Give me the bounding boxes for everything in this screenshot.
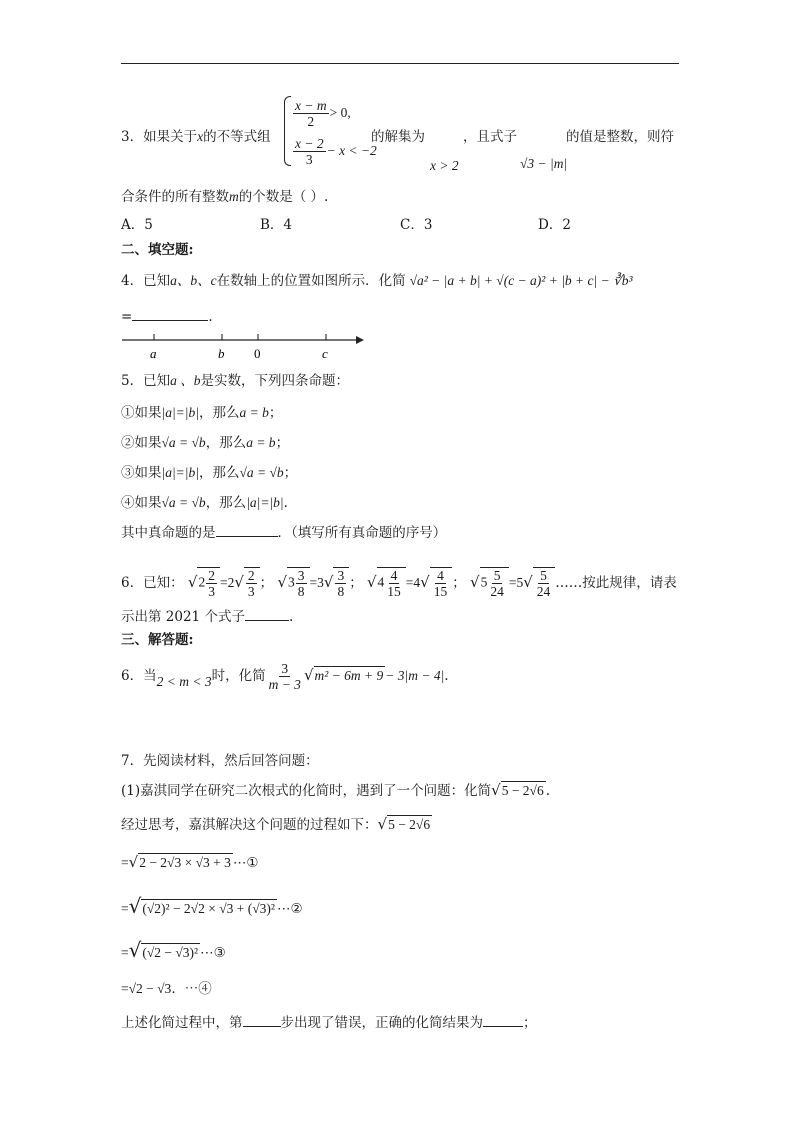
q5-intro-text: 5．已知 bbox=[121, 373, 171, 389]
q4-line2 bbox=[121, 306, 213, 326]
q4-line2-end: . bbox=[208, 309, 213, 325]
q6a-item-1-den2: 3 bbox=[247, 584, 255, 600]
q6a-item-2-den2: 8 bbox=[337, 584, 345, 600]
q6a-item-3-den2: 15 bbox=[433, 584, 448, 600]
q5-prop-4-res: |a|=|b| bbox=[246, 495, 284, 510]
q5-answer-blank[interactable] bbox=[216, 522, 278, 537]
q6a-item-1-whole: 2 bbox=[198, 575, 206, 590]
q6a-item-2-num2: 3 bbox=[337, 568, 345, 584]
q4-text: 4．已知 bbox=[121, 273, 171, 289]
q6b-rest: − 3|m − 4| bbox=[385, 668, 445, 683]
q7-step-3-eq: = bbox=[121, 945, 129, 960]
section-fill-in-heading: 二、填空题: bbox=[121, 242, 194, 258]
q5-intro-end: 是实数，下列四条命题： bbox=[200, 373, 349, 389]
q7-step-3-mark: ⋯③ bbox=[200, 945, 226, 961]
q7-last-pre: 上述化简过程中，第 bbox=[121, 1015, 243, 1031]
q5-prop-1 bbox=[121, 404, 282, 422]
q3-option-b: B．4 bbox=[260, 217, 293, 233]
q6a-answer-blank[interactable] bbox=[245, 606, 289, 621]
q6a-item-4-den2: 24 bbox=[536, 584, 551, 600]
q3-var-x: x bbox=[197, 129, 204, 144]
q6a-item-4-num2: 5 bbox=[540, 568, 547, 584]
q4-expression: √a² − |a + b| + √(c − a)² + |b + c| − ∛b³ bbox=[409, 273, 633, 288]
q5-prop-2-res: a = b bbox=[246, 435, 276, 450]
q5-prop-3-mid: ，那么 bbox=[198, 465, 240, 481]
q6a-item-3: √4 $\frac{4}{15}$ =4√ $\frac{4}{15}$ bbox=[367, 575, 452, 591]
q3-solution-value: x > 2 bbox=[430, 158, 459, 173]
q7-step-1: =√2 − 2√3 × √3 + 3 ⋯① bbox=[121, 853, 259, 871]
q6b-range: 2 < m < 3 bbox=[156, 674, 212, 689]
q4-mid: 在数轴上的位置如图所示．化简 bbox=[216, 273, 406, 289]
q6b-root: m² − 6m + 9 bbox=[314, 668, 384, 683]
q7-step-blank[interactable] bbox=[243, 1012, 281, 1027]
q5-prop-4-cond: √a = √b bbox=[161, 495, 206, 510]
q3-option-a: A．5 bbox=[121, 217, 153, 233]
q4-line1 bbox=[121, 272, 633, 290]
q3-line1 bbox=[121, 128, 271, 146]
q7-step-4-mark: ．⋯④ bbox=[171, 981, 212, 997]
q6a-item-2-coef: 3 bbox=[317, 575, 324, 590]
q5-prop-3-pre: ③如果 bbox=[121, 465, 162, 481]
q6b-pre: 6．当 bbox=[121, 668, 157, 684]
q7-last-mid: 步出现了错误，正确的化简结果为 bbox=[280, 1015, 483, 1031]
q3-expr-value: √3 − |m| bbox=[520, 156, 568, 171]
q6a-line2-end: . bbox=[288, 609, 294, 625]
q7-p1-expr: 5 − 2√6 bbox=[501, 783, 544, 798]
q5-ask bbox=[121, 522, 446, 542]
q7-step-4-eq: = bbox=[121, 981, 129, 996]
q6a-tail: ……按此规律，请表 bbox=[555, 575, 677, 591]
q7-step-2-body: (√2)² − 2√2 × √3 + (√3)² bbox=[142, 901, 275, 916]
q6a-item-2: √3 $\frac{3}{8}$ =3√ $\frac{3}{8}$ bbox=[277, 575, 349, 591]
q7-step-4 bbox=[121, 980, 212, 998]
label-a: a bbox=[150, 346, 157, 361]
q5-prop-1-cond: |a|=|b| bbox=[161, 405, 199, 420]
q3-option-c: C．3 bbox=[400, 217, 433, 233]
q3-ineq2-rest: − x < −2 bbox=[326, 143, 377, 158]
q7-step-2-mark: ⋯② bbox=[276, 901, 303, 917]
q6a-item-3-num: 4 bbox=[390, 568, 398, 584]
section-solve-heading: 三、解答题: bbox=[121, 632, 194, 648]
q5-prop-1-pre: ①如果 bbox=[121, 405, 162, 421]
q7-p1: (1)嘉淇同学在研究二次根式的化简时，遇到了一个问题：化简√5 − 2√6 . bbox=[121, 781, 551, 799]
q6a-item-1-num2: 2 bbox=[247, 568, 255, 584]
q5-prop-4-end: . bbox=[283, 495, 288, 511]
q7-step-4-body: √2 − √3 bbox=[128, 981, 172, 996]
q7-last-end: ； bbox=[523, 1015, 537, 1031]
q5-prop-2-end: ； bbox=[275, 435, 290, 451]
q6a-item-1: √2 $\frac{2}{3}$ =2√ $\frac{2}{3}$ bbox=[188, 575, 260, 591]
q6a-item-4-coef: 5 bbox=[516, 575, 524, 590]
q4-answer-blank[interactable] bbox=[132, 306, 208, 321]
q3-ineq1-num: x − m bbox=[295, 98, 327, 113]
q3-prefix: 3．如果关于 bbox=[121, 129, 198, 145]
q6b-line: 6．当2 < m < 3时，化简 $\frac{3}{m - 3}$ √m² − 6m + 9 − 3|m − 4|. bbox=[121, 661, 449, 692]
q4-vars: a、b、c bbox=[170, 273, 217, 288]
q6a-line2 bbox=[121, 606, 293, 626]
q6a-item-1-den: 3 bbox=[208, 584, 215, 600]
q6a-sep-2: ； bbox=[349, 575, 363, 591]
header-rule bbox=[121, 63, 679, 64]
q7-step-2-eq: = bbox=[121, 901, 129, 916]
q6a-item-2-whole: 3 bbox=[288, 575, 295, 590]
q7-step-3-body: (√2 − √3)² bbox=[142, 945, 199, 960]
q6a-item-2-num: 3 bbox=[297, 568, 305, 584]
q5-prop-3-end: ； bbox=[283, 465, 298, 481]
q3-line2-end: 的个数是（ ）. bbox=[238, 189, 329, 205]
q3-ineq1-rest: > 0, bbox=[329, 105, 351, 120]
q5-prop-1-end: ； bbox=[268, 405, 283, 421]
q5-ask-end: ．（填写所有真命题的序号） bbox=[277, 525, 447, 541]
q5-prop-2-mid: ，那么 bbox=[205, 435, 247, 451]
q7-result-blank[interactable] bbox=[483, 1012, 523, 1027]
q5-prop-2-pre: ②如果 bbox=[121, 435, 162, 451]
q6b-frac-num: 3 bbox=[281, 661, 289, 676]
q3-ineq1-den: 2 bbox=[307, 114, 315, 129]
q6a-line2-text: 示出第 2021 个式子 bbox=[121, 609, 245, 625]
q6b-mid: 时，化简 bbox=[211, 668, 266, 684]
q3-expr-text: ，且式子 bbox=[463, 129, 517, 145]
q5-prop-1-res: a = b bbox=[239, 405, 269, 420]
q5-vars: a 、b bbox=[170, 373, 201, 388]
q7-intro: 7．先阅读材料，然后回答问题： bbox=[121, 753, 319, 769]
q3-ineq2 bbox=[292, 136, 377, 167]
q7-p1-text: (1)嘉淇同学在研究二次根式的化简时，遇到了一个问题：化简 bbox=[121, 783, 492, 799]
q7-p2-expr: 5 − 2√6 bbox=[388, 817, 431, 832]
q6a-item-3-whole: 4 bbox=[377, 575, 385, 590]
q3-ineq1 bbox=[292, 98, 351, 129]
q6a-item-4: √5 $\frac{5}{24}$ =5√ $\frac{5}{24}$ bbox=[470, 575, 555, 591]
q6a-item-3-coef: 4 bbox=[413, 575, 421, 590]
q5-prop-2 bbox=[121, 434, 289, 452]
q5-prop-4-pre: ④如果 bbox=[121, 495, 162, 511]
label-c: c bbox=[322, 346, 328, 361]
q3-solution-text: 的解集为 bbox=[371, 129, 425, 145]
q3-ineq2-den: 3 bbox=[305, 152, 313, 167]
q7-p2: 经过思考，嘉淇解决这个问题的过程如下：√5 − 2√6 bbox=[121, 815, 431, 833]
q5-prop-4-mid: ，那么 bbox=[205, 495, 247, 511]
q6a-item-1-coef: 2 bbox=[227, 575, 235, 590]
q5-prop-3 bbox=[121, 464, 297, 482]
q6a-item-3-num2: 4 bbox=[437, 568, 444, 584]
q3-line2 bbox=[121, 188, 328, 206]
q5-prop-3-cond: |a|=|b| bbox=[161, 465, 199, 480]
q6b-end: . bbox=[444, 668, 449, 684]
q6a-item-4-whole: 5 bbox=[480, 575, 488, 590]
q5-prop-1-mid: ，那么 bbox=[198, 405, 240, 421]
q6a-item-4-num: 5 bbox=[493, 568, 501, 584]
q6a-item-1-num: 2 bbox=[208, 568, 215, 584]
q3-line2-text: 合条件的所有整数 bbox=[121, 189, 229, 205]
q6a-sep-3: ； bbox=[452, 575, 466, 591]
q3-ineq2-num: x − 2 bbox=[295, 136, 324, 151]
q7-step-3: =√(√2 − √3)² ⋯③ bbox=[121, 938, 226, 962]
label-0: 0 bbox=[254, 346, 261, 361]
q3-mid: 的不等式组 bbox=[203, 129, 271, 145]
q3-option-d: D．2 bbox=[538, 217, 571, 233]
number-line bbox=[120, 328, 370, 362]
label-b: b bbox=[218, 346, 225, 361]
q3-tail: 的值是整数，则符 bbox=[566, 129, 674, 145]
q7-p1-end: . bbox=[545, 783, 551, 799]
q4-eq: = bbox=[121, 309, 133, 325]
q6a-sep-1: ； bbox=[259, 575, 274, 591]
q6a-item-3-den: 15 bbox=[387, 584, 401, 600]
q7-last bbox=[121, 1012, 537, 1032]
q5-prop-3-res: √a = √b bbox=[239, 465, 284, 480]
q5-intro bbox=[121, 372, 349, 390]
number-line-arrow bbox=[356, 336, 364, 344]
q7-step-1-body: 2 − 2√3 × √3 + 3 bbox=[139, 855, 231, 870]
q7-step-2: =√(√2)² − 2√2 × √3 + (√3)² ⋯② bbox=[121, 894, 303, 918]
q3-var-m: m bbox=[229, 189, 239, 204]
q6a-line1 bbox=[121, 566, 677, 599]
q7-step-1-mark: ⋯① bbox=[232, 855, 259, 871]
q5-prop-4 bbox=[121, 494, 288, 512]
q6b-frac-den: m − 3 bbox=[268, 677, 301, 692]
q5-ask-text: 其中真命题的是 bbox=[121, 525, 216, 541]
q6a-item-2-den: 8 bbox=[297, 584, 305, 600]
q6a-intro: 6．已知： bbox=[121, 575, 184, 591]
q3-system-brace bbox=[284, 96, 291, 166]
q5-prop-2-cond: √a = √b bbox=[161, 435, 206, 450]
q7-p2-text: 经过思考，嘉淇解决这个问题的过程如下： bbox=[121, 817, 378, 833]
q6a-item-4-den: 24 bbox=[490, 584, 504, 600]
q7-step-1-eq: = bbox=[121, 855, 129, 870]
